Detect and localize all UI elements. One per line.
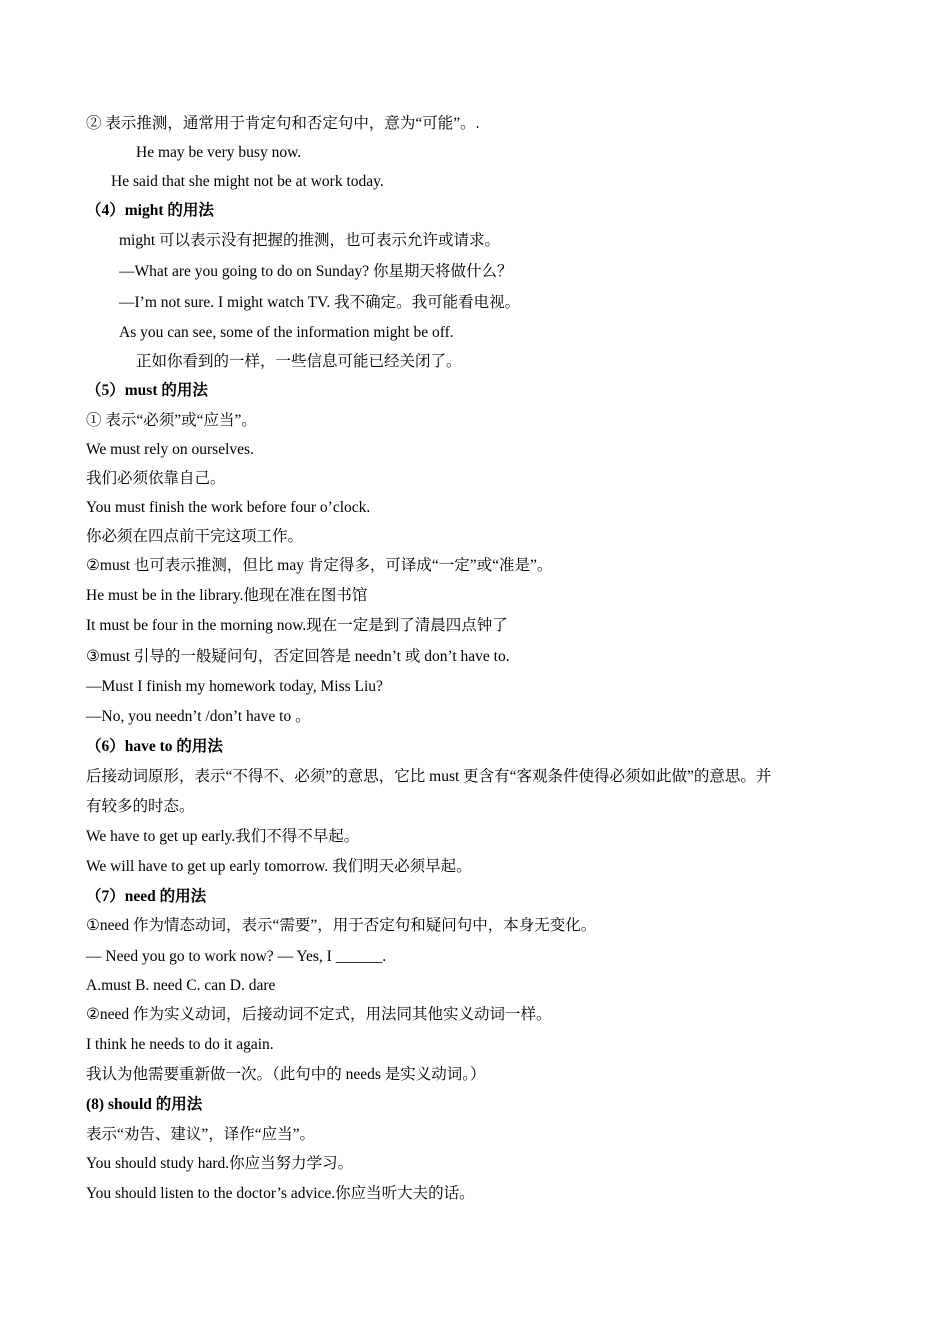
text-line: You must finish the work before four o’clock. [86, 499, 371, 516]
text-line: — Need you go to work now? — Yes, I ______. [86, 948, 387, 965]
section-heading: （6）have to 的用法 [86, 738, 223, 755]
section-heading: （7）need 的用法 [86, 888, 207, 905]
text-line: —Must I finish my homework today, Miss Liu? [86, 678, 383, 695]
text-line: 我认为他需要重新做一次。（此句中的 needs 是实义动词。） [86, 1066, 486, 1083]
text-line: —I’m not sure. I might watch TV. 我不确定。我可能看电视。 [119, 294, 521, 311]
text-line: ②must 也可表示推测，但比 may 肯定得多，可译成“一定”或“准是”。 [86, 557, 553, 574]
text-line: We have to get up early.我们不得不早起。 [86, 828, 360, 845]
text-line: 有较多的时态。 [86, 798, 195, 815]
section-heading: (8) should 的用法 [86, 1096, 203, 1113]
text-line: You should listen to the doctor’s advice.你应当听大夫的话。 [86, 1185, 475, 1202]
text-line: ①need 作为情态动词，表示“需要”，用于否定句和疑问句中，本身无变化。 [86, 917, 597, 934]
text-line: ③must 引导的一般疑问句，否定回答是 needn’t 或 don’t have to. [86, 648, 510, 665]
text-line: ① 表示“必须”或“应当”。 [86, 412, 257, 429]
section-heading: （4）might 的用法 [86, 202, 214, 219]
text-line: As you can see, some of the information might be off. [119, 324, 454, 341]
text-line: ② 表示推测，通常用于肯定句和否定句中，意为“可能”。. [86, 115, 480, 132]
text-line: 表示“劝告、建议”，译作“应当”。 [86, 1126, 316, 1143]
text-line: We will have to get up early tomorrow. 我们明天必须早起。 [86, 858, 472, 875]
text-line: We must rely on ourselves. [86, 441, 254, 458]
text-line: 你必须在四点前干完这项工作。 [86, 528, 304, 545]
text-line: 后接动词原形，表示“不得不、必须”的意思，它比 must 更含有“客观条件使得必须如此做”的意思。并 [86, 768, 772, 785]
text-line: A.must B. need C. can D. dare [86, 977, 276, 994]
text-line: He said that she might not be at work today. [111, 173, 384, 190]
text-line: 我们必须依靠自己。 [86, 470, 226, 487]
text-line: It must be four in the morning now.现在一定是到了清晨四点钟了 [86, 617, 508, 634]
text-line: He must be in the library.他现在准在图书馆 [86, 587, 368, 604]
text-line: might 可以表示没有把握的推测，也可表示允许或请求。 [119, 232, 501, 249]
text-line: I think he needs to do it again. [86, 1036, 274, 1053]
section-heading: （5）must 的用法 [86, 382, 208, 399]
text-line: —No, you needn’t /don’t have to 。 [86, 708, 311, 725]
text-line: ②need 作为实义动词，后接动词不定式，用法同其他实义动词一样。 [86, 1006, 552, 1023]
text-line: —What are you going to do on Sunday? 你星期天将做什么？ [119, 263, 513, 280]
text-line: He may be very busy now. [136, 144, 302, 161]
text-line: 正如你看到的一样，一些信息可能已经关闭了。 [136, 353, 462, 370]
text-line: You should study hard.你应当努力学习。 [86, 1155, 354, 1172]
